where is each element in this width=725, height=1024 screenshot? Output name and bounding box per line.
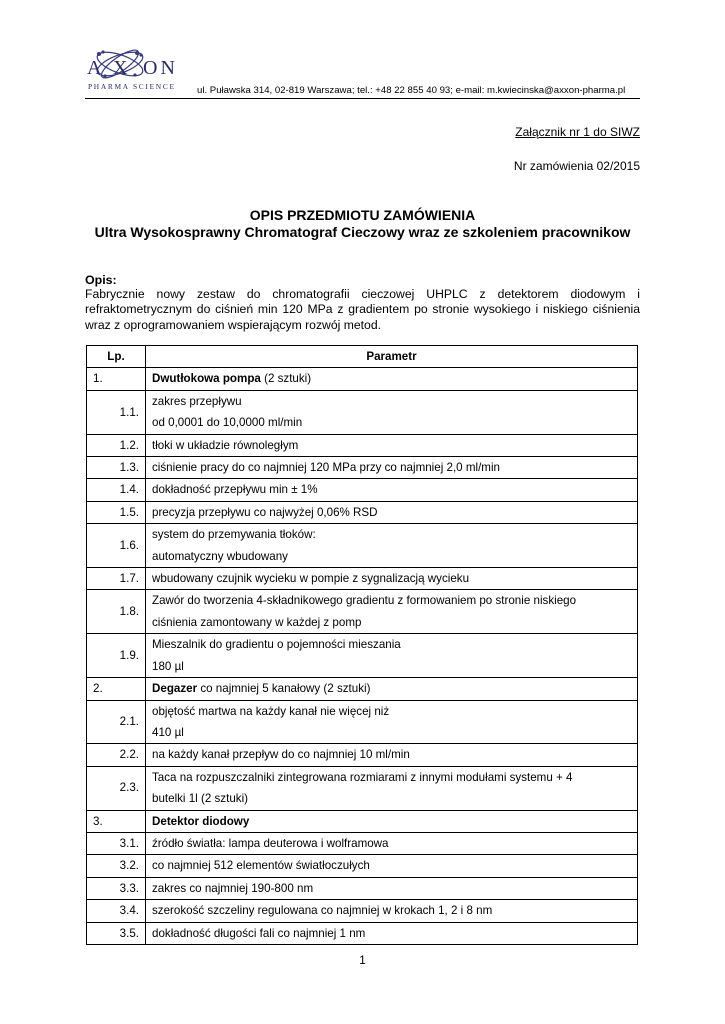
parameter-line: ciśnienie pracy do co najmniej 120 MPa przy co najmniej 2,0 ml/min	[152, 461, 500, 475]
table-row	[87, 922, 638, 944]
row-parameter	[146, 922, 638, 944]
parameter-line: co najmniej 512 elementów światłoczułych	[152, 859, 370, 873]
table-row	[87, 434, 638, 456]
table-row	[87, 390, 638, 434]
document-title: OPIS PRZEDMIOTU ZAMÓWIENIA	[249, 207, 476, 223]
row-number: 1.2.	[87, 434, 146, 456]
company-address: ul. Puławska 314, 02-819 Warszawa; tel.: +48 22 855 40 93; e-mail: m.kwiecinska@axxon-pharma.pl	[197, 85, 626, 96]
table-row	[87, 457, 638, 479]
table-row	[87, 744, 638, 766]
row-parameter	[146, 900, 638, 922]
parameter-line: tłoki w układzie równoległym	[152, 438, 299, 452]
row-parameter	[146, 744, 638, 766]
table-row	[87, 368, 638, 390]
table-row	[87, 700, 638, 744]
parameter-line: dokładność przepływu min ± 1%	[152, 483, 318, 497]
page-header	[85, 42, 640, 99]
row-parameter	[146, 877, 638, 899]
row-parameter	[146, 832, 638, 854]
row-number: 1.	[87, 368, 146, 390]
row-parameter	[146, 855, 638, 877]
table-row	[87, 877, 638, 899]
row-parameter	[146, 810, 638, 832]
row-number: 1.8.	[87, 590, 146, 634]
table-row	[87, 568, 638, 590]
row-number: 3.5.	[87, 922, 146, 944]
row-parameter	[146, 568, 638, 590]
table-row	[87, 766, 638, 810]
row-number: 1.5.	[87, 501, 146, 523]
document-subtitle: Ultra Wysokosprawny Chromatograf Cieczowy wraz ze szkoleniem pracownikow	[94, 224, 631, 240]
table-row	[87, 900, 638, 922]
parameter-line: wbudowany czujnik wycieku w pompie z sygnalizacją wycieku	[152, 572, 470, 586]
table-body	[87, 368, 638, 945]
row-number: 1.1.	[87, 390, 146, 434]
column-header-lp: Lp.	[87, 346, 146, 368]
row-number: 1.4.	[87, 479, 146, 501]
section-title: Degazer	[152, 682, 198, 696]
parameter-line: szerokość szczeliny regulowana co najmniej w krokach 1, 2 i 8 nm	[152, 904, 493, 918]
row-parameter	[146, 457, 638, 479]
row-parameter	[146, 700, 638, 744]
parameter-line: zakres przepływu	[152, 394, 242, 408]
row-number: 2.2.	[87, 744, 146, 766]
row-number: 3.1.	[87, 832, 146, 854]
parameter-line: źródło światła: lampa deuterowa i wolframowa	[152, 836, 389, 850]
svg-text:X: X	[113, 57, 128, 79]
parameter-line: 180 µl	[152, 659, 184, 673]
row-parameter	[146, 501, 638, 523]
row-number: 3.3.	[87, 877, 146, 899]
parameter-line: dokładność długości fali co najmniej 1 nm	[152, 926, 366, 940]
row-parameter	[146, 390, 638, 434]
annex-label: Załącznik nr 1 do SIWZ	[515, 125, 640, 139]
row-number: 1.6.	[87, 524, 146, 568]
svg-text:PHARMA SCIENCE: PHARMA SCIENCE	[88, 82, 176, 91]
parameter-line: objętość martwa na każdy kanał nie więcej niż	[152, 704, 390, 718]
svg-text:ON: ON	[143, 57, 178, 79]
table-header-row	[87, 346, 638, 368]
row-parameter	[146, 524, 638, 568]
company-logo	[85, 42, 200, 94]
row-parameter	[146, 766, 638, 810]
row-parameter	[146, 678, 638, 700]
parameter-line: ciśnienia zamontowany w każdej z pomp	[152, 615, 362, 629]
table-row	[87, 524, 638, 568]
parameter-line: na każdy kanał przepływ do co najmniej 10 ml/min	[152, 748, 410, 762]
row-parameter	[146, 479, 638, 501]
svg-text:A: A	[87, 57, 103, 79]
table-row	[87, 479, 638, 501]
specification-table	[86, 345, 638, 945]
description-text: Fabrycznie nowy zestaw do chromatografii cieczowej UHPLC z detektorem diodowym i refraktometrycznym do ciśnień min 120 MPa z gradientem po stronie wysokiego i niskiego ciśnienia wraz z oprogramowaniem wspierającym rozwój metod.	[85, 287, 640, 332]
parameter-line: system do przemywania tłoków:	[152, 528, 316, 542]
row-parameter	[146, 634, 638, 678]
row-number: 1.3.	[87, 457, 146, 479]
row-parameter	[146, 434, 638, 456]
order-number: Nr zamówienia 02/2015	[513, 159, 640, 173]
row-number: 1.7.	[87, 568, 146, 590]
table-row	[87, 501, 638, 523]
table-row	[87, 634, 638, 678]
table-row	[87, 590, 638, 634]
parameter-line: zakres co najmniej 190-800 nm	[152, 881, 314, 895]
parameter-line: od 0,0001 do 10,0000 ml/min	[152, 416, 303, 430]
parameter-line: precyzja przepływu co najwyżej 0,06% RSD	[152, 505, 378, 519]
column-header-parameter: Parametr	[146, 346, 638, 368]
row-number: 2.	[87, 678, 146, 700]
row-number: 3.2.	[87, 855, 146, 877]
page-number: 1	[359, 953, 366, 967]
section-note: co najmniej 5 kanałowy (2 sztuki)	[197, 682, 371, 696]
parameter-line: Zawór do tworzenia 4-składnikowego gradientu z formowaniem po stronie niskiego	[152, 594, 577, 608]
section-title: Dwutłokowa pompa	[152, 372, 261, 386]
row-number: 2.3.	[87, 766, 146, 810]
parameter-line: butelki 1l (2 sztuki)	[152, 792, 249, 806]
table-row	[87, 678, 638, 700]
parameter-line: automatyczny wbudowany	[152, 549, 288, 563]
row-parameter	[146, 590, 638, 634]
table-row	[87, 810, 638, 832]
row-number: 2.1.	[87, 700, 146, 744]
parameter-line: Taca na rozpuszczalniki zintegrowana rozmiarami z innymi modułami systemu + 4	[152, 770, 573, 784]
parameter-line: Mieszalnik do gradientu o pojemności mieszania	[152, 638, 401, 652]
description-label: Opis:	[85, 273, 117, 287]
table-row	[87, 855, 638, 877]
section-note: (2 sztuki)	[260, 372, 312, 386]
table-row	[87, 832, 638, 854]
row-number: 3.4.	[87, 900, 146, 922]
parameter-line: 410 µl	[152, 725, 184, 739]
section-title: Detektor diodowy	[152, 814, 250, 828]
row-number: 3.	[87, 810, 146, 832]
row-parameter	[146, 368, 638, 390]
row-number: 1.9.	[87, 634, 146, 678]
